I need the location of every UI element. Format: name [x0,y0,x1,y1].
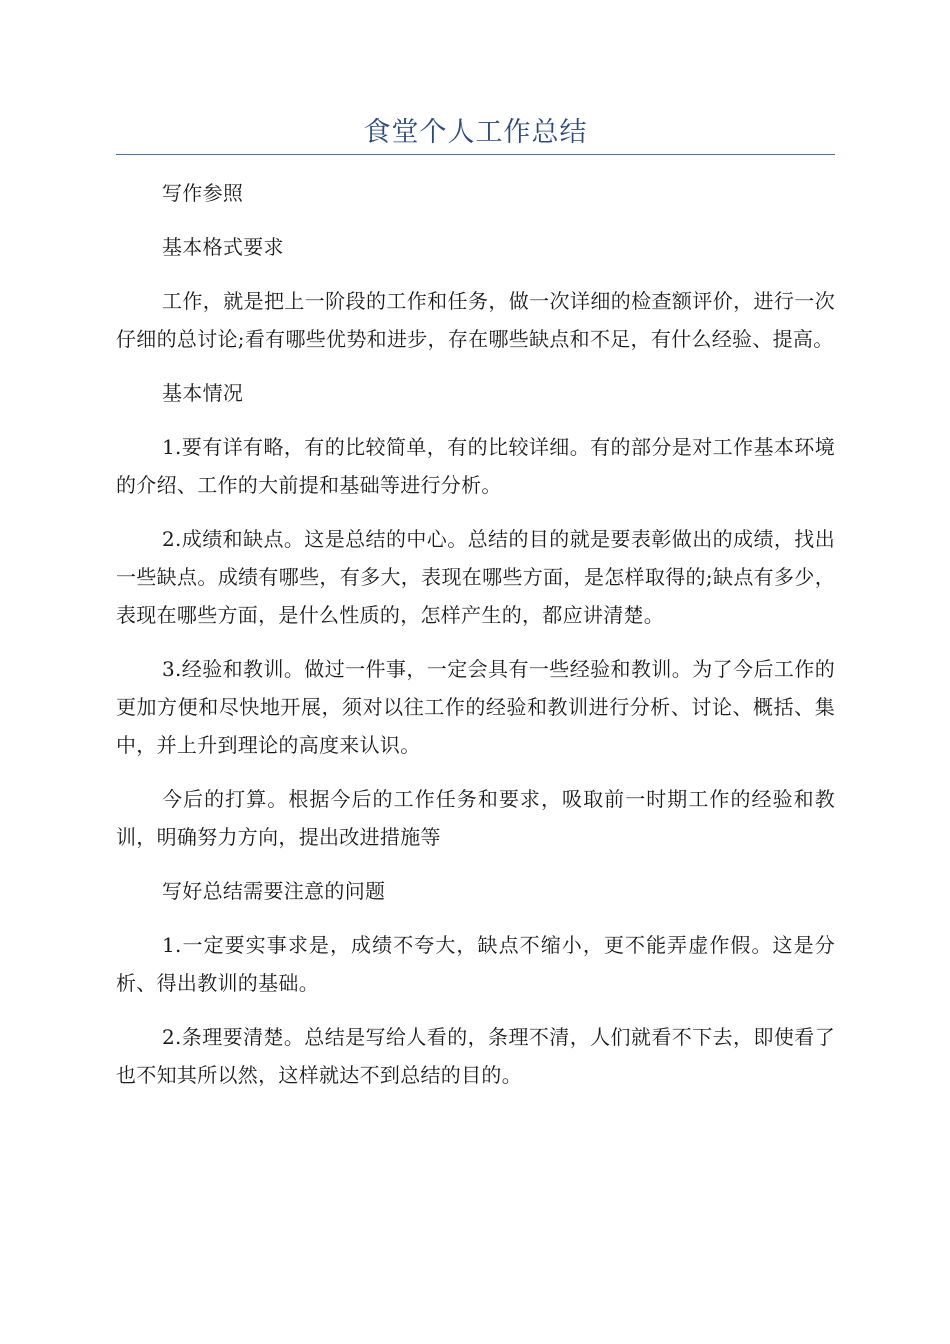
paragraph: 2.条理要清楚。总结是写给人看的，条理不清，人们就看不下去，即使看了也不知其所以然，这样就达不到总结的目的。 [116,1025,835,1087]
document-title: 食堂个人工作总结 [363,117,588,148]
paragraph: 写好总结需要注意的问题 [162,879,386,903]
paragraph: 2.成绩和缺点。这是总结的中心。总结的目的就是要表彰做出的成绩，找出一些缺点。成绩有哪些，有多大，表现在哪些方面，是怎样取得的;缺点有多少，表现在哪些方面，是什么性质的，怎样产生的，都应讲清楚。 [116,527,835,627]
document-body [116,174,835,1110]
paragraph: 3.经验和教训。做过一件事，一定会具有一些经验和教训。为了今后工作的更加方便和尽快地开展，须对以往工作的经验和教训进行分析、讨论、概括、集中，并上升到理论的高度来认识。 [116,657,835,757]
paragraph: 1.一定要实事求是，成绩不夸大，缺点不缩小，更不能弄虚作假。这是分析、得出教训的基础。 [116,933,835,995]
title-underline [116,154,835,155]
paragraph: 写作参照 [162,181,244,205]
paragraph: 基本情况 [162,381,244,405]
paragraph: 工作，就是把上一阶段的工作和任务，做一次详细的检查额评价，进行一次仔细的总讨论;看有哪些优势和进步，存在哪些缺点和不足，有什么经验、提高。 [116,289,835,351]
paragraph: 今后的打算。根据今后的工作任务和要求，吸取前一时期工作的经验和教训，明确努力方向，提出改进措施等 [116,787,835,849]
paragraph: 1.要有详有略，有的比较简单，有的比较详细。有的部分是对工作基本环境的介绍、工作的大前提和基础等进行分析。 [116,435,835,497]
paragraph: 基本格式要求 [162,235,284,259]
